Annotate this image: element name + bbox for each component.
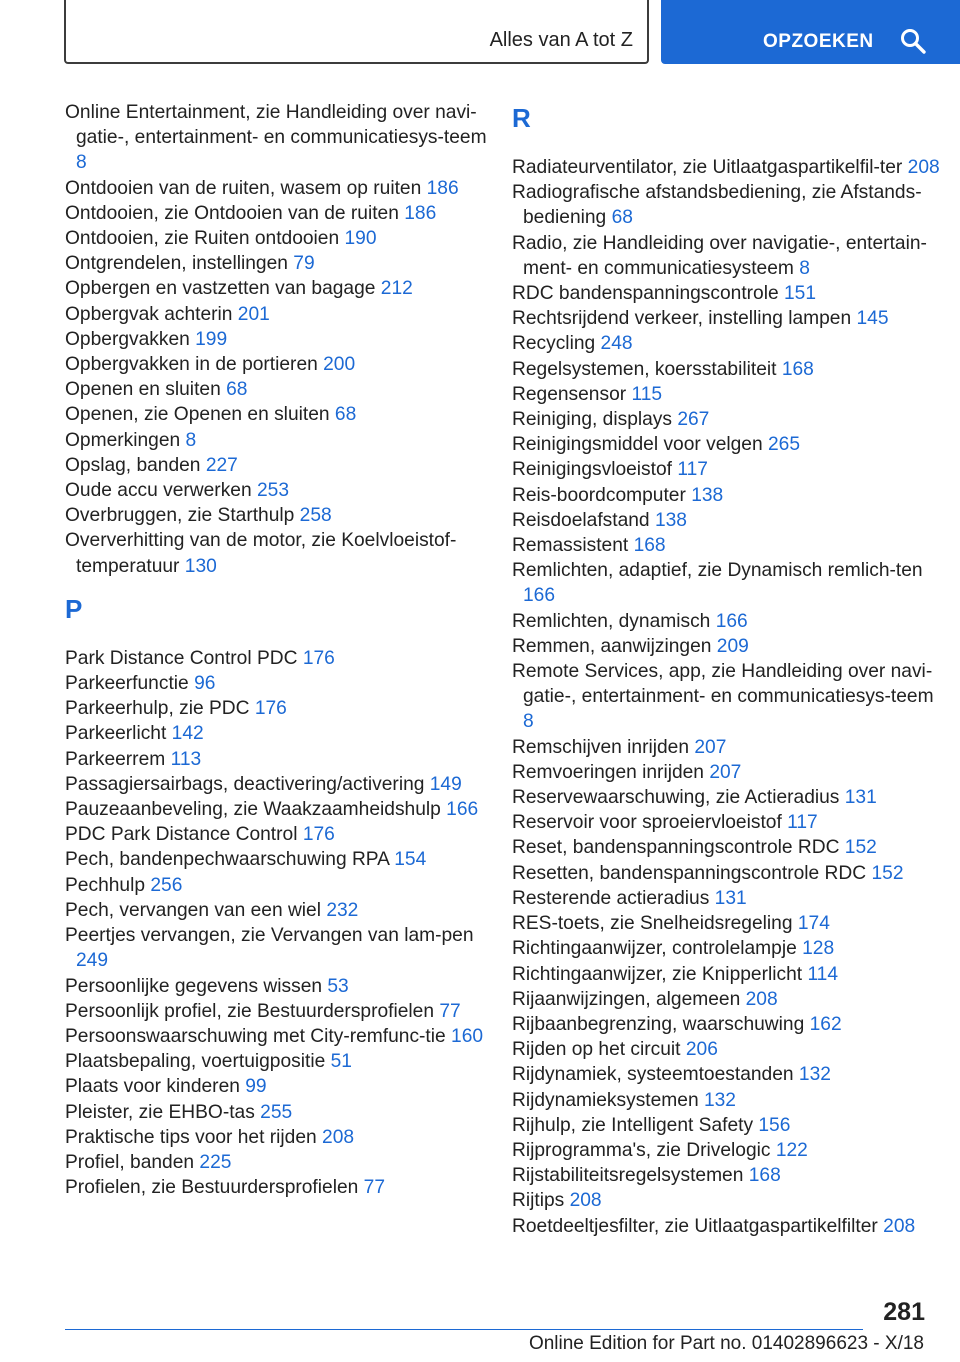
page-link[interactable]: 51	[330, 1051, 352, 1073]
index-entry-text: Reisdoelafstand	[512, 509, 650, 531]
index-entry	[65, 671, 495, 696]
page-link[interactable]: 131	[844, 787, 877, 809]
index-entry	[512, 861, 942, 886]
index-entry-text: RES-toets, zie Snelheidsregeling	[512, 913, 793, 935]
page-link[interactable]: 168	[633, 535, 666, 557]
page-link[interactable]: 174	[797, 913, 830, 935]
index-entry-text: Remvoeringen inrijden	[512, 761, 704, 783]
index-column-left	[65, 100, 495, 1200]
index-entry-text: Remlichten, adaptief, zie Dynamisch remlich-ten	[512, 560, 923, 582]
index-entry-text: Reset, bandenspanningscontrole RDC	[512, 837, 840, 859]
page-link[interactable]: 8	[76, 152, 87, 174]
index-entry	[512, 558, 942, 608]
index-entry	[512, 760, 942, 785]
index-entry	[512, 735, 942, 760]
page-link[interactable]: 113	[170, 748, 202, 770]
index-entry	[65, 721, 495, 746]
index-entry	[65, 772, 495, 797]
index-entry-text: Persoonlijk profiel, zie Bestuurdersprofielen	[65, 1000, 435, 1022]
index-entry-text: Remote Services, app, zie Handleiding over navi-gatie-, entertainment- en communicatiesys-teem	[512, 661, 934, 708]
page-link[interactable]: 115	[631, 383, 663, 405]
index-entry-text: Richtingaanwijzer, controlelampje	[512, 938, 797, 960]
index-entry-text: Reservewaarschuwing, zie Actieradius	[512, 787, 840, 809]
page-link[interactable]: 201	[237, 303, 270, 325]
page-link[interactable]: 258	[299, 505, 332, 527]
index-entry-text: Passagiersairbags, deactivering/activering	[65, 773, 425, 795]
index-entry	[65, 176, 495, 201]
index-entry	[512, 483, 942, 508]
magnifier-icon	[899, 27, 927, 55]
page-link[interactable]: 96	[194, 673, 216, 695]
page-link[interactable]: 122	[775, 1139, 808, 1161]
index-entry-text: Parkeerlicht	[65, 723, 167, 745]
page-link[interactable]: 209	[716, 635, 749, 657]
index-entry	[65, 696, 495, 721]
index-entry-text: Profielen, zie Bestuurdersprofielen	[65, 1177, 359, 1199]
index-entry-text: Pech, bandenpechwaarschuwing RPA	[65, 849, 389, 871]
page-link[interactable]: 200	[323, 354, 356, 376]
index-entry	[65, 428, 495, 453]
search-button-label: OPZOEKEN	[763, 31, 874, 52]
index-entry-text: Resetten, bandenspanningscontrole RDC	[512, 862, 867, 884]
page-link[interactable]: 227	[205, 454, 238, 476]
page-link[interactable]: 8	[523, 711, 534, 733]
page-link[interactable]: 152	[871, 862, 904, 884]
page-link[interactable]: 206	[685, 1039, 718, 1061]
index-entry-text: Richtingaanwijzer, zie Knipperlicht	[512, 963, 803, 985]
index-entry-text: Radiateurventilator, zie Uitlaatgaspartikelfil-ter	[512, 157, 903, 178]
index-entry	[512, 634, 942, 659]
index-entry-text: Online Entertainment, zie Handleiding over navi-gatie-, entertainment- en communicatiesys-teem	[65, 102, 487, 149]
footer-edition-text: Online Edition for Part no. 01402896623 - X/18	[528, 1333, 924, 1354]
page-link[interactable]: 253	[256, 480, 289, 502]
page-link[interactable]: 145	[856, 308, 889, 330]
index-entry	[512, 508, 942, 533]
page-link[interactable]: 8	[799, 257, 810, 279]
index-entry	[512, 936, 942, 961]
index-entry	[65, 1074, 495, 1099]
index-entry-text: Remschijven inrijden	[512, 736, 690, 758]
index-entry-text: Peertjes vervangen, zie Vervangen van lam-pen	[65, 925, 474, 947]
index-entry	[512, 306, 942, 331]
index-entry-text: Reinigingsvloeistof	[512, 459, 672, 481]
index-entry-text: Ontdooien van de ruiten, wasem op ruiten	[65, 177, 422, 199]
page-link[interactable]: 77	[439, 1000, 461, 1022]
page-link[interactable]: 117	[677, 459, 708, 481]
index-entry	[65, 302, 495, 327]
index-entry-text: Remlichten, dynamisch	[512, 610, 711, 632]
page-link[interactable]: 156	[758, 1114, 791, 1136]
index-entry-text: Pauzeaanbeveling, zie Waakzaamheidshulp	[65, 799, 441, 821]
page-link[interactable]: 186	[404, 202, 437, 224]
index-entry	[512, 407, 942, 432]
index-entry	[65, 923, 495, 973]
index-entry	[65, 402, 495, 427]
index-entry-text: Rijdynamieksystemen	[512, 1089, 699, 1111]
index-entry	[512, 810, 942, 835]
index-entry-text: Rijprogramma's, zie Drivelogic	[512, 1139, 771, 1161]
index-entry	[65, 251, 495, 276]
page-link[interactable]: 207	[694, 736, 727, 758]
index-entry	[65, 873, 495, 898]
page-link[interactable]: 77	[363, 1177, 385, 1199]
page-link[interactable]: 132	[798, 1064, 831, 1086]
page-link[interactable]: 162	[809, 1013, 842, 1035]
page-link[interactable]: 176	[254, 698, 287, 720]
index-entry-text: Opbergvakken	[65, 328, 190, 350]
index-entry	[65, 999, 495, 1024]
index-entry	[65, 797, 495, 822]
index-entry	[65, 1150, 495, 1175]
index-entry	[65, 1175, 495, 1200]
index-entry-text: Openen, zie Openen en sluiten	[65, 404, 330, 426]
index-entry-text: Overbruggen, zie Starthulp	[65, 505, 295, 527]
index-entry-text: Rijdynamiek, systeemtoestanden	[512, 1064, 794, 1086]
page-link[interactable]: 199	[195, 328, 228, 350]
index-entry-text: Reiniging, displays	[512, 409, 672, 431]
index-entry	[512, 533, 942, 558]
index-entry-text: Resterende actieradius	[512, 887, 710, 909]
page-link[interactable]: 130	[184, 555, 217, 577]
search-button[interactable]	[661, 0, 960, 64]
index-entry-text: Rijaanwijzingen, algemeen	[512, 988, 741, 1010]
index-entry	[512, 962, 942, 987]
index-entry	[65, 1100, 495, 1125]
page-link[interactable]: 249	[76, 950, 109, 972]
index-entry	[512, 609, 942, 634]
index-entry-text: Persoonswaarschuwing met City-remfunc-tie	[65, 1025, 446, 1047]
page-link[interactable]: 207	[709, 761, 742, 783]
index-entry	[65, 503, 495, 528]
page-link[interactable]: 160	[451, 1025, 484, 1047]
index-entry	[512, 835, 942, 860]
index-entry-text: Pech, vervangen van een wiel	[65, 899, 321, 921]
index-entry	[65, 226, 495, 251]
alphabetical-index-label: Alles van A tot Z	[489, 29, 633, 51]
index-entry-text: Parkeerhulp, zie PDC	[65, 698, 250, 720]
index-entry-text: Opbergen en vastzetten van bagage	[65, 278, 376, 300]
page-link[interactable]: 232	[326, 899, 359, 921]
index-entry-text: Remmen, aanwijzingen	[512, 635, 712, 657]
index-entry	[512, 331, 942, 356]
index-entry	[65, 276, 495, 301]
page-link[interactable]: 149	[429, 773, 462, 795]
page-link[interactable]: 208	[569, 1190, 602, 1212]
page-link[interactable]: 166	[523, 585, 556, 607]
page-link[interactable]: 176	[302, 647, 335, 669]
index-entry	[65, 822, 495, 847]
index-entry	[65, 847, 495, 872]
index-entry	[512, 432, 942, 457]
page-link[interactable]: 117	[787, 812, 818, 834]
page-link[interactable]: 168	[748, 1165, 781, 1187]
index-group-o	[65, 100, 495, 579]
index-entry	[65, 528, 495, 578]
index-entry-text: Radio, zie Handleiding over navigatie-, entertain-ment- en communicatiesysteem	[512, 232, 927, 279]
page-link[interactable]: 99	[245, 1076, 267, 1098]
page-link[interactable]: 132	[703, 1089, 736, 1111]
page-link[interactable]: 255	[260, 1101, 293, 1123]
index-entry	[65, 100, 495, 176]
index-entry	[65, 1125, 495, 1150]
index-entry-text: Rijbaanbegrenzing, waarschuwing	[512, 1013, 805, 1035]
page-link[interactable]: 225	[199, 1151, 232, 1173]
page-link[interactable]: 208	[883, 1215, 916, 1237]
index-entry-text: Reservoir voor sproeiervloeistof	[512, 812, 782, 834]
footer-divider	[65, 1329, 863, 1330]
page-link[interactable]: 208	[907, 157, 940, 178]
index-entry	[512, 231, 942, 281]
index-entry	[512, 1113, 942, 1138]
page-link[interactable]: 68	[226, 379, 248, 401]
index-entry-text: Parkeerrem	[65, 748, 166, 770]
index-entry	[65, 478, 495, 503]
index-entry-text: Park Distance Control PDC	[65, 647, 298, 669]
index-entry	[512, 1037, 942, 1062]
page-link[interactable]: 68	[611, 207, 633, 229]
index-entry-text: Opbergvak achterin	[65, 303, 233, 325]
index-entry-text: Radiografische afstandsbediening, zie Afstands-bediening	[512, 182, 922, 229]
page-link[interactable]: 168	[781, 358, 814, 380]
page-number: 281	[883, 1298, 925, 1326]
page-link[interactable]: 138	[691, 484, 724, 506]
page-link[interactable]: 68	[334, 404, 357, 426]
index-entry-text: Reinigingsmiddel voor velgen	[512, 434, 763, 456]
index-entry-text: Oude accu verwerken	[65, 480, 252, 502]
page-link[interactable]: 128	[802, 938, 835, 960]
index-entry-text: Regelsystemen, koersstabiliteit	[512, 358, 777, 380]
page-link[interactable]: 138	[654, 509, 687, 531]
index-entry-text: Plaatsbepaling, voertuigpositie	[65, 1051, 326, 1073]
index-entry	[512, 281, 942, 306]
alphabetical-index-tab[interactable]	[64, 0, 649, 64]
page-link[interactable]: 154	[394, 849, 427, 871]
page-link[interactable]: 208	[745, 988, 778, 1010]
index-letter-p: P	[65, 593, 83, 624]
index-group-p	[65, 646, 495, 1200]
index-letter-r: R	[512, 103, 531, 133]
index-entry	[512, 886, 942, 911]
page-link[interactable]: 267	[677, 409, 710, 431]
index-entry-text: Openen en sluiten	[65, 379, 221, 401]
index-entry-text: Parkeerfunctie	[65, 673, 189, 695]
page-link[interactable]: 114	[807, 963, 839, 985]
page-link[interactable]: 8	[185, 429, 197, 451]
index-column-right	[512, 100, 942, 1239]
page-link[interactable]: 151	[784, 283, 817, 305]
index-entry	[512, 659, 942, 735]
index-entry	[512, 987, 942, 1012]
page-link[interactable]: 186	[426, 177, 459, 199]
index-entry-text: Opslag, banden	[65, 454, 201, 476]
index-entry	[65, 201, 495, 226]
index-entry-text: Roetdeeltjesfilter, zie Uitlaatgaspartikelfilter	[512, 1215, 878, 1237]
page-link[interactable]: 166	[446, 799, 479, 821]
index-entry	[512, 382, 942, 407]
index-entry-text: Pleister, zie EHBO-tas	[65, 1101, 255, 1123]
index-entry	[512, 1062, 942, 1087]
index-entry	[512, 1138, 942, 1163]
index-entry-text: Reis-boordcomputer	[512, 484, 686, 506]
index-group-r	[512, 155, 942, 1239]
index-entry-text: Pechhulp	[65, 874, 146, 896]
index-entry	[512, 1163, 942, 1188]
index-entry-text: Ontgrendelen, instellingen	[65, 253, 288, 275]
index-entry	[512, 180, 942, 230]
index-entry-text: Regensensor	[512, 383, 627, 405]
index-entry-text: Ontdooien, zie Ruiten ontdooien	[65, 228, 340, 250]
index-entry-text: Rechtsrijdend verkeer, instelling lampen	[512, 308, 852, 330]
index-entry-text: Recycling	[512, 333, 596, 355]
index-entry	[512, 1088, 942, 1113]
index-entry	[65, 646, 495, 671]
index-entry	[512, 785, 942, 810]
index-entry-text: Ontdooien, zie Ontdooien van de ruiten	[65, 202, 399, 224]
index-entry-text: Opmerkingen	[65, 429, 181, 451]
index-entry-text: Praktische tips voor het rijden	[65, 1126, 317, 1148]
page-link[interactable]: 208	[322, 1126, 355, 1148]
index-entry-text: Rijden op het circuit	[512, 1039, 681, 1061]
page-link[interactable]: 248	[600, 333, 633, 355]
index-entry-text: Profiel, banden	[65, 1151, 195, 1173]
page-link[interactable]: 166	[715, 610, 748, 632]
index-entry-text: Persoonlijke gegevens wissen	[65, 975, 323, 997]
page-link[interactable]: 131	[714, 887, 747, 909]
index-entry-text: Rijstabiliteitsregelsystemen	[512, 1165, 744, 1187]
index-entry	[512, 1214, 942, 1239]
page-link[interactable]: 53	[327, 975, 349, 997]
page-link[interactable]: 176	[302, 824, 335, 846]
index-entry	[512, 911, 942, 936]
index-entry-text: Oververhitting van de motor, zie Koelvloeistof-temperatuur	[65, 530, 457, 577]
page-link[interactable]: 142	[171, 723, 204, 745]
page-link[interactable]: 152	[844, 837, 877, 859]
index-entry-text: Rijtips	[512, 1190, 565, 1212]
index-entry	[65, 747, 495, 772]
index-entry	[65, 898, 495, 923]
page-link[interactable]: 190	[344, 228, 377, 250]
index-entry	[512, 155, 942, 180]
index-entry	[65, 327, 495, 352]
page-link[interactable]: 212	[380, 278, 413, 300]
index-entry	[512, 357, 942, 382]
index-entry-text: Opbergvakken in de portieren	[65, 354, 318, 376]
page-link[interactable]: 79	[293, 253, 315, 275]
index-entry	[65, 453, 495, 478]
index-entry	[65, 1024, 495, 1049]
index-entry-text: Plaats voor kinderen	[65, 1076, 240, 1098]
page-link[interactable]: 256	[150, 874, 183, 896]
index-entry	[512, 457, 942, 482]
index-entry	[512, 1188, 942, 1213]
index-entry	[512, 1012, 942, 1037]
index-entry	[65, 974, 495, 999]
index-entry-text: RDC bandenspanningscontrole	[512, 283, 779, 305]
index-entry-text: PDC Park Distance Control	[65, 824, 298, 846]
index-entry	[65, 1049, 495, 1074]
page-link[interactable]: 265	[768, 434, 801, 456]
index-entry	[65, 352, 495, 377]
index-entry	[65, 377, 495, 402]
index-entry-text: Remassistent	[512, 535, 629, 557]
index-entry-text: Rijhulp, zie Intelligent Safety	[512, 1114, 754, 1136]
